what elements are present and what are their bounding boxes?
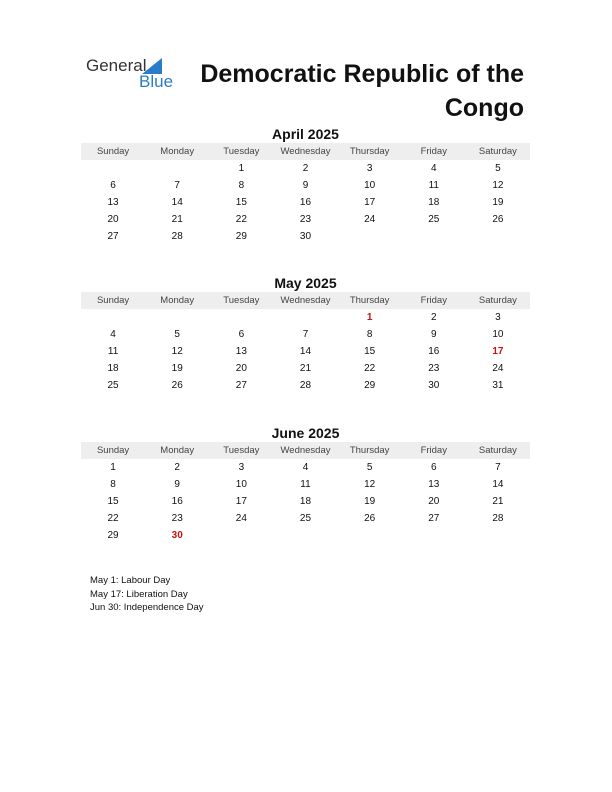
day-cell: 11 (107, 346, 119, 357)
week-row (81, 194, 530, 211)
day-cell: 17 (235, 496, 247, 507)
weekday-label: Friday (420, 445, 447, 456)
day-cell: 27 (428, 513, 440, 524)
day-cell: 6 (110, 180, 116, 191)
weekday-label: Sunday (96, 146, 130, 157)
logo-text-general: General (86, 56, 147, 75)
day-cell: 1 (238, 163, 245, 174)
day-cell: 22 (364, 363, 376, 374)
day-cell: 28 (299, 380, 312, 391)
day-cell: 17 (364, 197, 376, 208)
weekday-label: Tuesday (223, 295, 260, 306)
weekday-header (81, 292, 530, 309)
day-cell: 6 (238, 329, 245, 340)
weekday-label: Wednesday (280, 445, 331, 456)
day-cell: 8 (366, 329, 373, 340)
day-cell: 25 (428, 214, 440, 225)
week-row (81, 228, 530, 245)
day-cell: 14 (492, 479, 504, 490)
day-cell: 14 (171, 197, 183, 208)
weekday-label: Wednesday (280, 146, 331, 157)
day-cell: 25 (107, 380, 119, 391)
day-cell: 20 (107, 214, 119, 225)
day-cell: 18 (107, 363, 119, 374)
week-row (81, 510, 530, 527)
day-cell: 7 (302, 329, 309, 340)
week-row (81, 360, 530, 377)
day-cell: 19 (364, 496, 376, 507)
weekday-label: Monday (160, 445, 195, 456)
day-cell: 23 (428, 363, 440, 374)
weekday-label: Thursday (349, 445, 390, 456)
general-blue-logo (86, 56, 186, 92)
weekday-label: Monday (160, 146, 195, 157)
day-cell: 26 (492, 214, 504, 225)
day-cell: 2 (430, 312, 437, 323)
month-title: June 2025 (271, 425, 340, 441)
weekday-label: Saturday (478, 146, 517, 157)
day-cell: 29 (107, 530, 119, 541)
weekday-label: Tuesday (223, 445, 260, 456)
day-cell: 19 (171, 363, 183, 374)
day-cell: 12 (492, 180, 504, 191)
weekday-label: Tuesday (223, 146, 260, 157)
day-cell: 14 (299, 346, 312, 357)
day-cell: 15 (235, 197, 247, 208)
day-cell: 22 (235, 214, 247, 225)
day-cell: 6 (430, 462, 437, 473)
day-cell: 19 (492, 197, 504, 208)
day-cell: 16 (428, 346, 440, 357)
day-cell: 5 (174, 329, 180, 340)
day-cell: 24 (364, 214, 376, 225)
month-title: April 2025 (272, 126, 339, 142)
weekday-label: Wednesday (280, 295, 331, 306)
day-cell: 13 (107, 197, 119, 208)
month-title: May 2025 (274, 275, 337, 291)
month-june (81, 424, 530, 544)
holiday-day-cell: 1 (366, 312, 373, 323)
day-cell: 2 (174, 462, 180, 473)
day-cell: 23 (299, 214, 312, 225)
week-row (81, 459, 530, 476)
day-cell: 13 (235, 346, 247, 357)
day-cell: 5 (495, 163, 501, 174)
weekday-label: Thursday (349, 146, 390, 157)
weekday-label: Monday (160, 295, 195, 306)
week-row (81, 211, 530, 228)
day-cell: 4 (430, 163, 437, 174)
day-cell: 24 (492, 363, 504, 374)
day-cell: 20 (428, 496, 440, 507)
day-cell: 16 (299, 197, 312, 208)
weekday-label: Sunday (96, 295, 130, 306)
month-april (81, 125, 530, 245)
week-row (81, 343, 530, 360)
weekday-header (81, 442, 530, 459)
day-cell: 15 (364, 346, 376, 357)
day-cell: 31 (492, 380, 504, 391)
holiday-note: Jun 30: Independence Day (90, 602, 204, 613)
holiday-day-cell: 30 (171, 530, 183, 541)
week-row (81, 309, 530, 326)
week-row (81, 476, 530, 493)
holiday-note: May 1: Labour Day (90, 575, 171, 586)
day-cell: 3 (238, 462, 245, 473)
holiday-note: May 17: Liberation Day (90, 588, 188, 600)
weekday-label: Saturday (478, 295, 517, 306)
day-cell: 7 (174, 180, 180, 191)
day-cell: 25 (299, 513, 312, 524)
month-may (81, 274, 530, 394)
day-cell: 30 (299, 231, 312, 242)
day-cell: 12 (171, 346, 183, 357)
day-cell: 30 (428, 380, 440, 391)
weekday-label: Thursday (349, 295, 390, 306)
day-cell: 24 (235, 513, 247, 524)
day-cell: 28 (171, 231, 183, 242)
weekday-label: Saturday (478, 445, 517, 456)
day-cell: 28 (492, 513, 504, 524)
day-cell: 15 (107, 496, 119, 507)
week-row (81, 160, 530, 177)
day-cell: 10 (235, 479, 247, 490)
day-cell: 8 (238, 180, 245, 191)
holiday-day-cell: 17 (492, 346, 504, 357)
day-cell: 11 (428, 180, 439, 191)
day-cell: 16 (171, 496, 183, 507)
page-title: Democratic Republic of the Congo (200, 60, 524, 122)
week-row (81, 377, 530, 394)
day-cell: 26 (171, 380, 183, 391)
day-cell: 26 (364, 513, 376, 524)
week-row (81, 493, 530, 510)
day-cell: 8 (110, 479, 116, 490)
day-cell: 21 (299, 363, 312, 374)
weekday-header (81, 143, 530, 160)
day-cell: 27 (107, 231, 119, 242)
day-cell: 4 (302, 462, 309, 473)
day-cell: 3 (366, 163, 373, 174)
holiday-notes (90, 574, 204, 615)
day-cell: 9 (430, 329, 437, 340)
day-cell: 11 (300, 479, 311, 490)
day-cell: 21 (171, 214, 183, 225)
day-cell: 3 (495, 312, 501, 323)
day-cell: 9 (302, 180, 309, 191)
week-row (81, 527, 530, 544)
week-row (81, 326, 530, 343)
logo-text-blue: Blue (139, 72, 174, 91)
weekday-label: Sunday (96, 445, 130, 456)
day-cell: 29 (364, 380, 376, 391)
day-cell: 7 (495, 462, 501, 473)
day-cell: 4 (110, 329, 116, 340)
week-row (81, 177, 530, 194)
weekday-label: Friday (420, 146, 447, 157)
day-cell: 18 (428, 197, 440, 208)
weekday-label: Friday (420, 295, 447, 306)
day-cell: 1 (110, 462, 116, 473)
day-cell: 10 (492, 329, 504, 340)
day-cell: 29 (235, 231, 247, 242)
day-cell: 9 (174, 479, 180, 490)
day-cell: 2 (302, 163, 309, 174)
day-cell: 22 (107, 513, 119, 524)
day-cell: 5 (366, 462, 373, 473)
day-cell: 10 (364, 180, 376, 191)
day-cell: 27 (235, 380, 247, 391)
day-cell: 23 (171, 513, 183, 524)
day-cell: 13 (428, 479, 440, 490)
day-cell: 21 (492, 496, 504, 507)
day-cell: 20 (235, 363, 247, 374)
day-cell: 12 (364, 479, 376, 490)
day-cell: 18 (299, 496, 312, 507)
